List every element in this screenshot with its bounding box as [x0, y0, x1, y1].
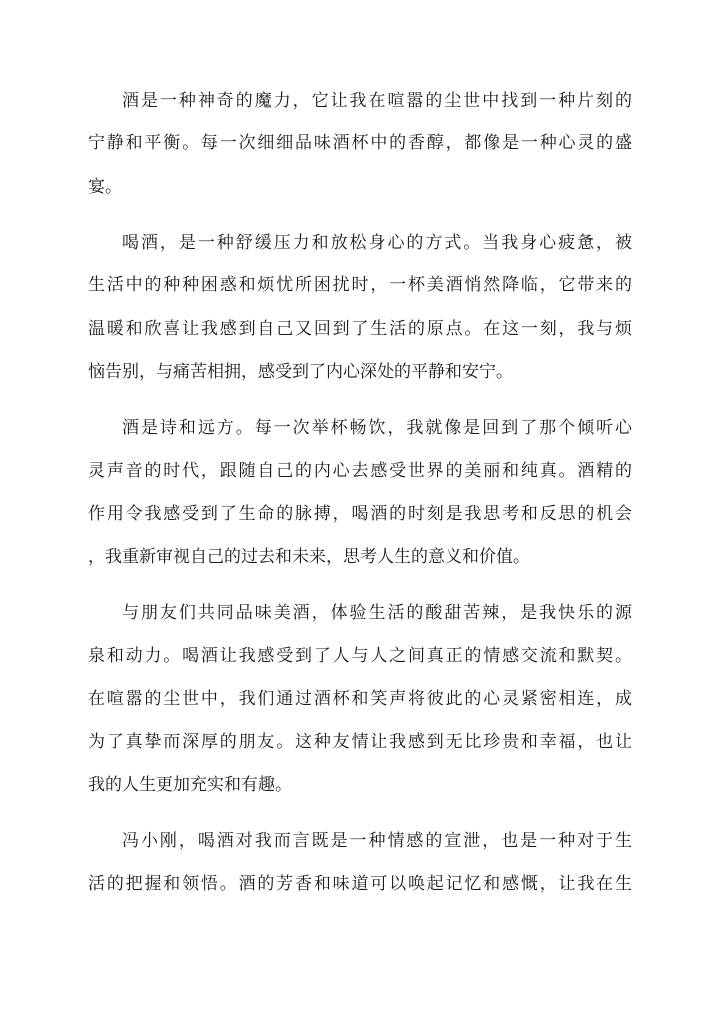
paragraph-4-line-4: 为了真挚而深厚的朋友。这种友情让我感到无比珍贵和幸福，也让 [88, 732, 632, 752]
paragraph-2-line-2: 生活中的种种困惑和烦忧所困扰时，一杯美酒悄然降临，它带来的 [88, 275, 632, 295]
paragraph-2-line-3: 温暖和欣喜让我感到自己又回到了生活的原点。在这一刻，我与烦 [88, 319, 632, 339]
paragraph-5-line-2: 活的把握和领悟。酒的芳香和味道可以唤起记忆和感慨，让我在生 [88, 874, 632, 894]
paragraph-1-line-1: 酒是一种神奇的魔力，它让我在喧嚣的尘世中找到一种片刻的 [122, 91, 632, 111]
paragraph-5-line-1: 冯小刚，喝酒对我而言既是一种情感的宣泄，也是一种对于生 [122, 831, 632, 851]
paragraph-4-line-2: 泉和动力。喝酒让我感受到了人与人之间真正的情感交流和默契。 [88, 646, 632, 666]
paragraph-1-line-2: 宁静和平衡。每一次细细品味酒杯中的香醇，都像是一种心灵的盛 [88, 133, 632, 153]
paragraph-3-line-4: ，我重新审视自己的过去和未来，思考人生的意义和价值。 [88, 547, 530, 567]
paragraph-3-line-2: 灵声音的时代，跟随自己的内心去感受世界的美丽和纯真。酒精的 [88, 461, 632, 481]
paragraph-2-line-4: 恼告别，与痛苦相拥，感受到了内心深处的平静和安宁。 [88, 362, 513, 382]
paragraph-4-line-5: 我的人生更加充实和有趣。 [88, 775, 292, 795]
paragraph-1-line-3: 宴。 [88, 177, 122, 197]
paragraph-4-line-3: 在喧嚣的尘世中，我们通过酒杯和笑声将彼此的心灵紧密相连，成 [88, 689, 632, 709]
paragraph-2-line-1: 喝酒，是一种舒缓压力和放松身心的方式。当我身心疲惫，被 [122, 233, 632, 253]
paragraph-3-line-1: 酒是诗和远方。每一次举杯畅饮，我就像是回到了那个倾听心 [122, 418, 632, 438]
paragraph-3-line-3: 作用令我感受到了生命的脉搏，喝酒的时刻是我思考和反思的机会 [88, 504, 632, 524]
paragraph-4-line-1: 与朋友们共同品味美酒，体验生活的酸甜苦辣，是我快乐的源 [122, 603, 632, 623]
